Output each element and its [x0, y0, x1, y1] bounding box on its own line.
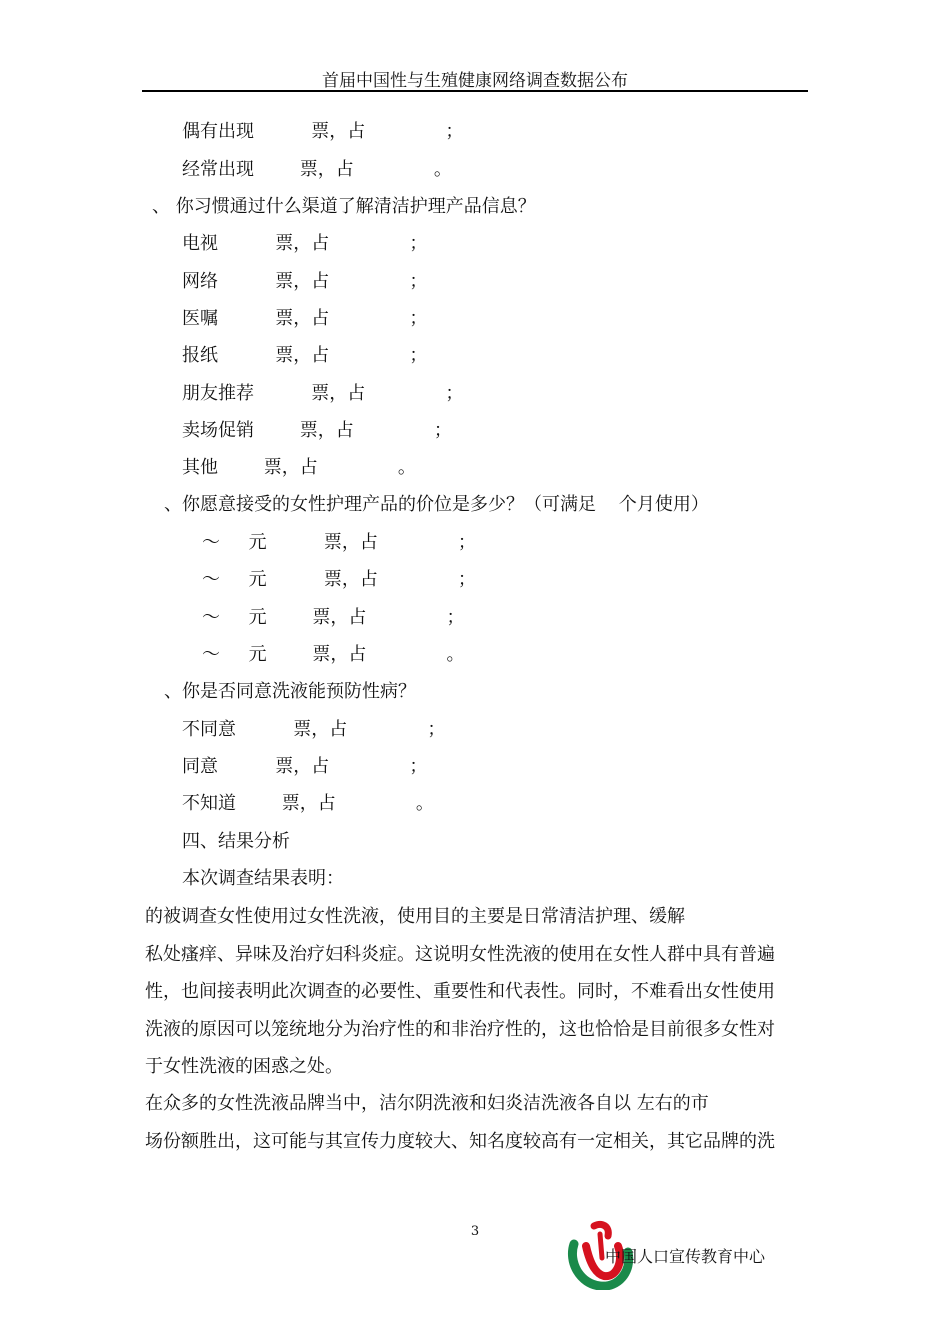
page-number: 3	[470, 1224, 480, 1239]
option-internet: 网络 票，占 ；	[182, 271, 428, 292]
paragraph-line: 于女性洗液的困惑之处。	[145, 1056, 343, 1077]
option-price-3: ～ 元 票，占 ；	[202, 607, 465, 628]
option-occasional: 偶有出现 票，占 ；	[182, 121, 464, 142]
option-agree: 同意 票，占 ；	[182, 756, 428, 777]
option-disagree: 不同意 票，占 ；	[182, 719, 446, 740]
option-store-promotion: 卖场促销 票，占 ；	[182, 420, 452, 441]
option-newspaper: 报纸 票，占 ；	[182, 345, 428, 366]
page-header-title: 首届中国性与生殖健康网络调查数据公布	[322, 71, 628, 91]
section-heading-analysis: 四、结果分析	[182, 831, 290, 852]
analysis-paragraph-2	[145, 1085, 809, 1160]
option-price-2: ～ 元 票，占 ；	[202, 569, 476, 590]
paragraph-line: 私处瘙痒、异味及治疗妇科炎症。这说明女性洗液的使用在女性人群中具有普遍	[145, 943, 775, 965]
option-other: 其他 票，占 。	[182, 457, 416, 478]
analysis-intro: 本次调查结果表明：	[182, 868, 344, 889]
paragraph-line: 洗液的原因可以笼统地分为治疗性的和非治疗性的，这也恰恰是目前很多女性对	[145, 1018, 775, 1040]
option-price-1: ～ 元 票，占 ；	[202, 532, 476, 553]
question-prevent-std: 、你是否同意洗液能预防性病？	[164, 681, 416, 702]
option-tv: 电视 票，占 ；	[182, 233, 428, 254]
analysis-paragraph-1	[145, 898, 809, 1086]
paragraph-line: 的被调查女性使用过女性洗液，使用目的主要是日常清洁护理、缓解	[145, 906, 685, 927]
question-info-channel: 、 你习惯通过什么渠道了解清洁护理产品信息？	[152, 196, 536, 217]
paragraph-line: 场份额胜出，这可能与其宣传力度较大、知名度较高有一定相关，其它品牌的洗	[145, 1130, 775, 1152]
paragraph-line: 在众多的女性洗液品牌当中，洁尔阴洗液和妇炎洁洗液各自以 左右的市	[145, 1093, 709, 1114]
organization-name: 中国人口宣传教育中心	[605, 1247, 766, 1266]
option-price-4: ～ 元 票，占 。	[202, 644, 465, 665]
paragraph-line: 性，也间接表明此次调查的必要性、重要性和代表性。同时，不难看出女性使用	[145, 981, 775, 1002]
option-doctor-advice: 医嘱 票，占 ；	[182, 308, 428, 329]
header-divider	[142, 90, 808, 92]
question-price-range: 、你愿意接受的女性护理产品的价位是多少？（可满足 个月使用）	[164, 494, 709, 515]
option-friend-recommend: 朋友推荐 票，占 ；	[182, 383, 464, 404]
option-unknown: 不知道 票，占 。	[182, 793, 434, 814]
option-frequent: 经常出现 票，占 。	[182, 159, 452, 180]
